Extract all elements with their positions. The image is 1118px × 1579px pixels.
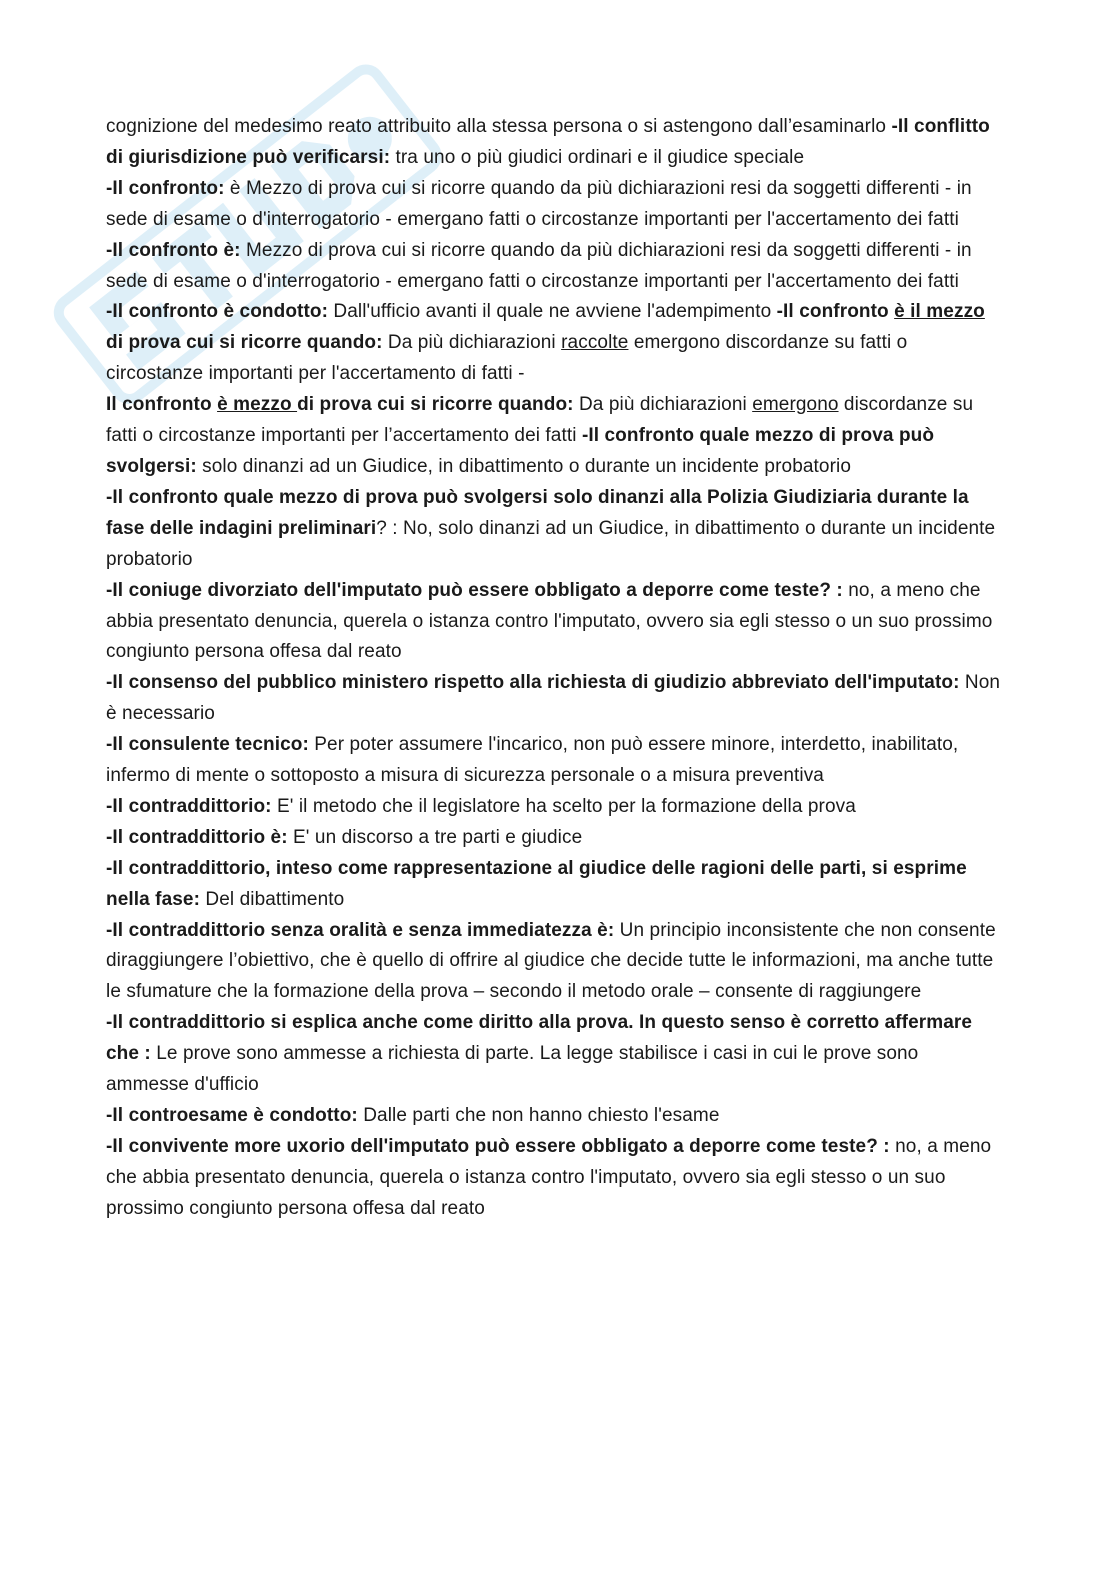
question-text: -Il coniuge divorziato dell'imputato può essere obbligato a deporre come teste? :: [106, 579, 843, 601]
answer-text: Mezzo di prova cui si ricorre quando da più dichiarazioni resi da soggetti differenti - in sede di esame o d'interrogatorio - emergano fatti o circostanze importanti per l'accertamento dei fatti: [106, 239, 972, 292]
paragraph-9: [106, 730, 1006, 792]
answer-text: E' il metodo che il legislatore ha scelto per la formazione della prova: [271, 795, 856, 817]
question-text-underlined: è mezzo: [217, 394, 298, 416]
question-text: di prova cui si ricorre quando:: [297, 394, 574, 416]
question-text: -Il controesame è condotto:: [106, 1105, 358, 1126]
paragraph-15: [106, 1101, 1006, 1132]
question-text: -Il consulente tecnico:: [106, 734, 309, 756]
question-text: -Il confronto è:: [106, 239, 241, 261]
answer-text: Non è necessario: [106, 672, 1001, 725]
answer-text: no, a meno che abbia presentato denuncia, querela o istanza contro l'imputato, ovvero sia egli stesso o un suo prossimo congiunto persona offesa dal reato: [106, 579, 993, 663]
question-text: -Il confronto:: [106, 177, 225, 199]
paragraph-13: [106, 916, 1006, 1009]
paragraph-6: [106, 483, 1006, 576]
answer-text: E' un discorso a tre parti e giudice: [287, 826, 583, 848]
answer-text: ? : No, solo dinanzi ad un Giudice, in dibattimento o durante un incidente probatorio: [106, 517, 996, 570]
paragraph-4: [106, 297, 1006, 390]
question-text: -Il contraddittorio senza oralità e senza immediatezza è:: [106, 919, 615, 941]
question-text: di prova cui si ricorre quando:: [106, 332, 383, 354]
answer-text: discordanze su fatti o circostanze importanti per l’accertamento dei fatti: [106, 394, 974, 447]
question-text: -Il conflitto di giurisdizione può verificarsi:: [106, 116, 990, 168]
paragraph-8: [106, 668, 1006, 730]
question-text: -Il consenso del pubblico ministero rispetto alla richiesta di giudizio abbreviato dell'imputato:: [106, 672, 960, 694]
answer-text: Da più dichiarazioni: [382, 332, 562, 354]
question-text: -Il confronto quale mezzo di prova può svolgersi solo dinanzi alla Polizia Giudiziaria durante la fase delle indagini preliminari: [106, 486, 969, 539]
paragraph-14: [106, 1008, 1006, 1101]
question-text: -Il confronto è condotto:: [106, 301, 329, 323]
answer-text: Dall'ufficio avanti il quale ne avviene l'adempimento: [328, 301, 772, 323]
question-text: -Il contraddittorio si esplica anche come diritto alla prova. In questo senso è corretto affermare che :: [106, 1012, 973, 1065]
paragraph-10: [106, 792, 1006, 823]
paragraph-16: [106, 1132, 1006, 1225]
answer-text: Le prove sono ammesse a richiesta di parte. La legge stabilisce i casi in cui le prove sono ammesse d'ufficio: [106, 1043, 919, 1096]
answer-text: cognizione del medesimo reato attribuito alla stessa persona o si astengono dall’esaminarlo: [106, 116, 887, 137]
question-text: -Il confronto quale mezzo di prova può svolgersi:: [106, 425, 935, 477]
answer-text: Per poter assumere l'incarico, non può essere minore, interdetto, inabilitato, infermo di mente o sottoposto a misura di sicurezza personale o a misura preventiva: [106, 734, 959, 787]
answer-text: emergono discordanze su fatti o circostanze importanti per l'accertamento di fatti -: [106, 332, 908, 385]
answer-text: Un principio inconsistente che non consente diraggiungere l’obiettivo, che è quello di offrire al giudice che decide tutte le informazioni, ma anche tutte le sfumature che la formazione della prova – secondo il metodo orale – consente di raggiungere: [106, 919, 996, 1003]
paragraph-7: [106, 576, 1006, 669]
answer-text: è Mezzo di prova cui si ricorre quando da più dichiarazioni resi da soggetti differenti - in sede di esame o d'interrogatorio - emergano fatti o circostanze importanti per l'accertamento dei fatti: [106, 177, 972, 230]
answer-text-underlined: emergono: [752, 394, 839, 416]
document-body: [106, 112, 1006, 1225]
question-text: -Il confronto: [771, 301, 895, 323]
question-text: Il confronto: [106, 394, 218, 416]
question-text: -Il contraddittorio:: [106, 795, 272, 817]
paragraph-1: [106, 112, 1006, 174]
paragraph-11: [106, 823, 1006, 854]
question-text: -Il contraddittorio, inteso come rappresentazione al giudice delle ragioni delle parti, si esprime nella fase:: [106, 857, 967, 910]
question-text: -Il contraddittorio è:: [106, 826, 288, 848]
answer-text: solo dinanzi ad un Giudice, in dibattimento o durante un incidente probatorio: [196, 455, 851, 477]
answer-text: no, a meno che abbia presentato denuncia, querela o istanza contro l'imputato, ovvero sia egli stesso o un suo prossimo congiunto persona offesa dal reato: [106, 1135, 992, 1219]
paragraph-3: [106, 236, 1006, 298]
paragraph-5: [106, 390, 1006, 483]
paragraph-12: [106, 854, 1006, 916]
question-text: -Il convivente more uxorio dell'imputato può essere obbligato a deporre come teste? :: [106, 1135, 890, 1157]
paragraph-2: [106, 174, 1006, 236]
answer-text: Da più dichiarazioni: [573, 394, 753, 416]
question-text-underlined: è il mezzo: [894, 301, 985, 323]
answer-text: tra uno o più giudici ordinari e il giudice speciale: [390, 146, 805, 168]
answer-text-underlined: raccolte: [561, 332, 629, 354]
answer-text: Del dibattimento: [200, 888, 345, 910]
answer-text: Dalle parti che non hanno chiesto l'esame: [357, 1105, 720, 1126]
